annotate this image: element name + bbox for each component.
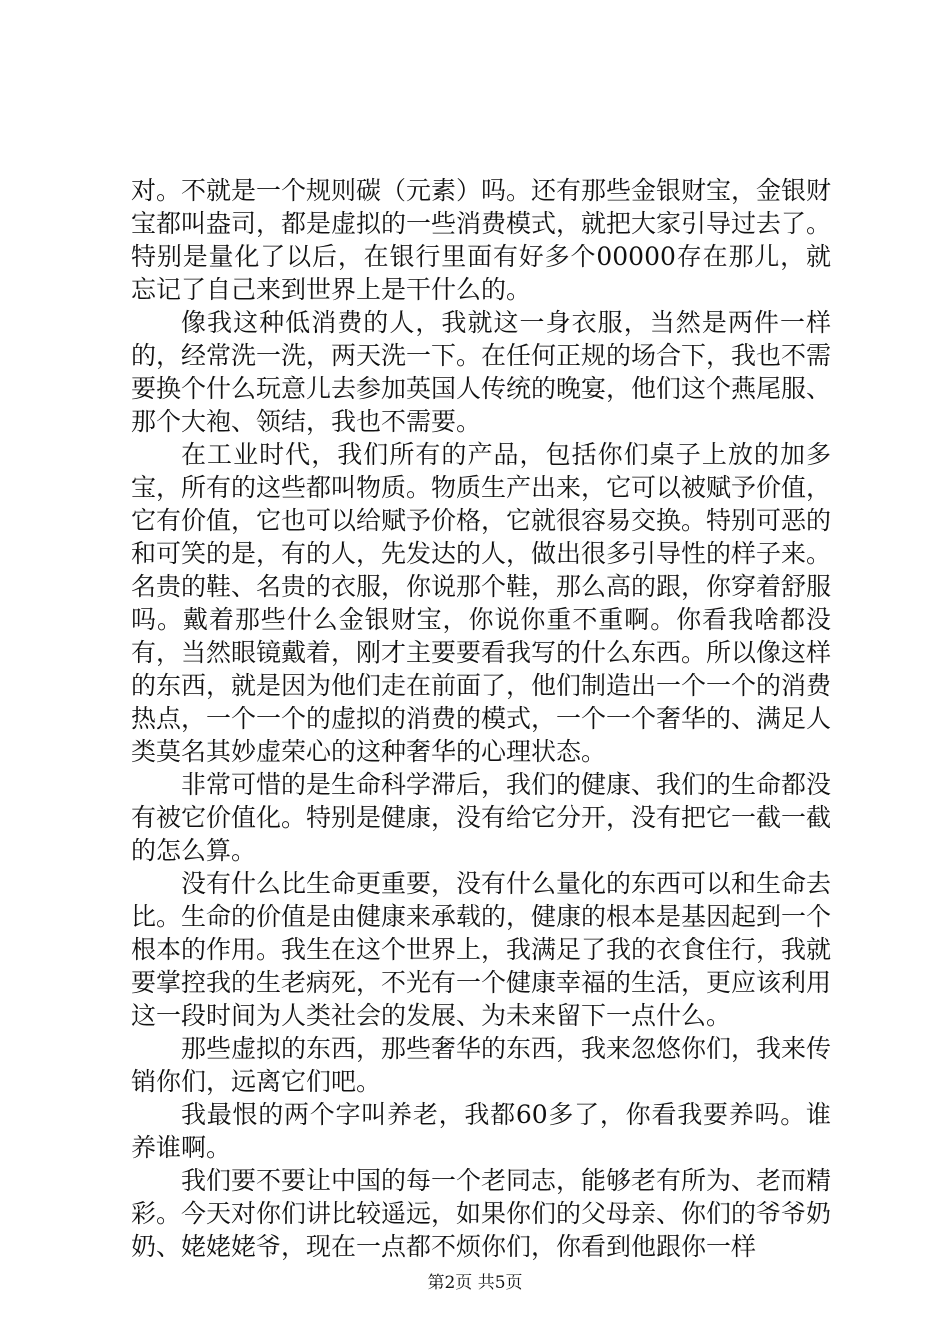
paragraph: 像我这种低消费的人，我就这一身衣服，当然是两件一样的，经常洗一洗，两天洗一下。在任何正规的场合下，我也不需要换个什么玩意儿去参加英国人传统的晚宴，他们这个燕尾服、那个大袍、领结，我也不需要。 [131,308,832,436]
paragraph: 非常可惜的是生命科学滞后，我们的健康、我们的生命都没有被它价值化。特别是健康，没有给它分开，没有把它一截一截的怎么算。 [131,770,832,865]
paragraph: 没有什么比生命更重要，没有什么量化的东西可以和生命去比。生命的价值是由健康来承载的，健康的根本是基因起到一个根本的作用。我生在这个世界上，我满足了我的衣食住行，我就要掌控我的生老病死，不光有一个健康幸福的生活，更应该利用这一段时间为人类社会的发展、为未来留下一点什么。 [131,869,832,1030]
paragraph: 我们要不要让中国的每一个老同志，能够老有所为、老而精彩。今天对你们讲比较遥远，如果你们的父母亲、你们的爷爷奶奶、姥姥姥爷，现在一点都不烦你们，你看到他跟你一样 [131,1166,832,1261]
paragraph: 在工业时代，我们所有的产品，包括你们桌子上放的加多宝，所有的这些都叫物质。物质生产出来，它可以被赋予价值，它有价值，它也可以给赋予价格，它就很容易交换。特别可恶的和可笑的是，有的人，先发达的人，做出很多引导性的样子来。名贵的鞋、名贵的衣服，你说那个鞋，那么高的跟，你穿着舒服吗。戴着那些什么金银财宝，你说你重不重啊。你看我啥都没有，当然眼镜戴着，刚才主要要看我写的什么东西。所以像这样的东西，就是因为他们走在前面了，他们制造出一个一个的消费热点，一个一个的虚拟的消费的模式，一个一个奢华的、满足人类莫名其妙虚荣心的这种奢华的心理状态。 [131,440,832,766]
paragraph: 我最恨的两个字叫养老，我都60多了，你看我要养吗。谁养谁啊。 [131,1100,831,1162]
body-text [131,174,831,1263]
paragraph: 那些虚拟的东西，那些奢华的东西，我来忽悠你们，我来传销你们，远离它们吧。 [131,1034,832,1096]
paragraph: 对。不就是一个规则碳（元素）吗。还有那些金银财宝，金银财宝都叫盎司，都是虚拟的一些消费模式，就把大家引导过去了。特别是量化了以后，在银行里面有好多个00000存在那儿，就忘记了自己来到世界上是干什么的。 [131,176,832,304]
page-number-footer: 第2页 共5页 [427,1273,523,1293]
